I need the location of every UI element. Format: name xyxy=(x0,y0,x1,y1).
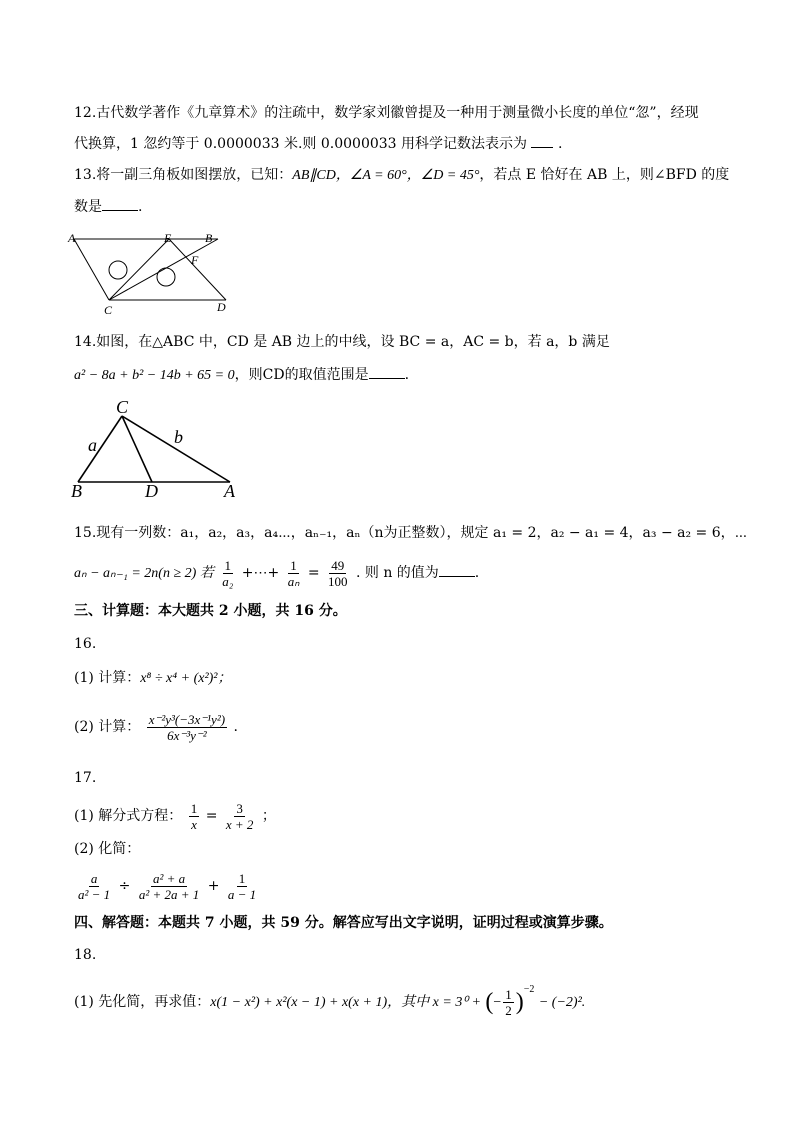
q14-line2 xyxy=(74,364,409,386)
q18-number: 18. xyxy=(74,947,97,963)
q13-mid: ，若点 E 恰好在 AB 上，则∠BFD 的度 xyxy=(479,167,730,183)
frac-den: a₂ xyxy=(222,573,234,589)
answer-blank xyxy=(102,196,138,211)
q14-figure xyxy=(66,393,246,501)
frac-num: 1 xyxy=(238,870,246,886)
q17-p2-frac1 xyxy=(76,871,112,902)
q18-half-fraction xyxy=(503,987,514,1018)
q12-line1: 12.古代数学著作《九章算术》的注疏中，数学家刘徽曾提及一种用于测量微小长度的单位“忽”，经现 xyxy=(74,105,699,121)
frac-den: x xyxy=(191,816,197,832)
section-3-heading: 三、计算题：本大题共 2 小题，共 16 分。 xyxy=(74,603,347,619)
q17-p2-frac2 xyxy=(137,871,201,902)
label-B: B xyxy=(205,231,213,245)
frac-num: 1 xyxy=(505,986,512,1002)
label-C: C xyxy=(116,397,129,417)
q12-line2 xyxy=(74,133,562,154)
frac-den: 6x⁻³y⁻² xyxy=(167,727,207,743)
q17-part2-expr xyxy=(74,868,260,904)
frac-num: 1 xyxy=(290,557,297,573)
q18-part1 xyxy=(74,982,585,1023)
q16-number: 16. xyxy=(74,636,97,652)
frac-den: 100 xyxy=(328,573,348,589)
q13-figure xyxy=(66,228,242,316)
q16-p1-expr: x⁸ ÷ x⁴ + (x²)²； xyxy=(140,671,232,686)
q12-line2-text: 代换算，1 忽约等于 0.0000033 米.则 0.0000033 用科学记数法表示为 xyxy=(74,136,528,152)
q15-frac1 xyxy=(220,558,235,589)
paren-close: ) xyxy=(515,989,524,1015)
q13-prefix: 13.将一副三角板如图摆放，已知： xyxy=(74,167,293,183)
q15-frac3 xyxy=(326,558,350,589)
q16-p2-fraction xyxy=(147,712,227,743)
frac-den: a − 1 xyxy=(227,886,257,902)
q17-p1-label: (1) 解分式方程： xyxy=(74,808,183,824)
frac-den: 2 xyxy=(505,1002,512,1018)
q18-p1-label: (1) 先化简，再求值： xyxy=(74,994,211,1010)
frac-num: 1 xyxy=(224,557,232,573)
q14-line2-end: . xyxy=(404,367,410,383)
q17-p2-frac3 xyxy=(226,871,258,902)
q15-end: . 则 n 的值为 xyxy=(355,565,439,581)
answer-blank xyxy=(439,562,475,577)
q17-p1-eq: = xyxy=(205,808,218,824)
label-B: B xyxy=(71,481,82,501)
minus-sign: − xyxy=(493,995,502,1010)
q15-recurrence: aₙ − aₙ₋₁ = 2n(n ≥ 2) 若 xyxy=(74,566,214,581)
q17-p2-op2: + xyxy=(207,878,220,894)
q16-p1-label: (1) 计算： xyxy=(74,670,141,686)
answer-blank xyxy=(531,133,553,148)
q17-p1-right-frac xyxy=(224,801,256,832)
q17-part2-label: (2) 化简： xyxy=(74,841,141,857)
frac-num: x⁻²y³(−3x⁻¹y²) xyxy=(148,711,226,727)
q15-frac2 xyxy=(286,558,302,589)
q14-line2-mid: ，则CD的取值范围是 xyxy=(234,367,369,383)
q17-p1-left-frac xyxy=(189,801,200,832)
q15-line2 xyxy=(74,556,479,591)
q16-p2-label: (2) 计算： xyxy=(74,719,141,735)
q13-line2-text: 数是 xyxy=(74,199,102,215)
label-D: D xyxy=(217,300,226,314)
q13-line1 xyxy=(74,165,729,186)
paren-open: ( xyxy=(485,989,494,1015)
answer-blank xyxy=(369,364,405,379)
q13-line2 xyxy=(74,196,142,217)
label-E: E xyxy=(164,231,172,245)
q18-p1-tail: − (−2)². xyxy=(538,995,586,1010)
q16-part1 xyxy=(74,668,232,689)
q17-p1-end: ； xyxy=(261,808,276,824)
frac-num: a² + a xyxy=(152,870,186,886)
label-a: a xyxy=(88,435,97,455)
q14-equation: a² − 8a + b² − 14b + 65 = 0 xyxy=(74,368,235,383)
section-4-heading: 四、解答题：本题共 7 小题，共 59 分。解答应写出文字说明，证明过程或演算步骤。 xyxy=(74,915,613,931)
frac-den: x + 2 xyxy=(225,816,254,832)
q15-tail: . xyxy=(474,565,480,581)
q18-p1-expr: x(1 − x²) + x²(x − 1) + x(x + 1)，其中 x = 3⁰ + xyxy=(210,995,481,1010)
frac-num: 3 xyxy=(236,800,243,816)
q13-line2-end: . xyxy=(138,199,143,215)
frac-den: a² − 1 xyxy=(78,886,111,902)
label-A: A xyxy=(68,231,76,245)
q12-line2-end: . xyxy=(557,136,563,152)
q14-line1: 14.如图，在△ABC 中，CD 是 AB 边上的中线，设 BC = a，AC = b，若 a，b 满足 xyxy=(74,334,610,350)
q17-number: 17. xyxy=(74,770,97,786)
q15-mid: +⋯+ xyxy=(241,565,280,581)
label-A: A xyxy=(224,481,235,501)
q16-part2 xyxy=(74,708,238,746)
q15-eq: = xyxy=(307,565,320,581)
frac-num: 1 xyxy=(190,800,198,816)
frac-num: a xyxy=(90,870,98,886)
label-b: b xyxy=(174,427,183,447)
frac-num: 49 xyxy=(331,557,345,573)
q17-p2-op1: ÷ xyxy=(118,878,131,894)
label-C: C xyxy=(104,303,113,316)
frac-den: a² + 2a + 1 xyxy=(138,886,200,902)
frac-den: aₙ xyxy=(287,573,300,589)
q15-line1: 15.现有一列数：a₁，a₂，a₃，a₄⋯，aₙ₋₁，aₙ（n为正整数），规定 a₁ = 2，a₂ − a₁ = 4，a₃ − a₂ = 6，⋯ xyxy=(74,525,748,541)
q18-exponent: −2 xyxy=(523,984,535,995)
q13-condition: AB∥CD，∠A = 60°，∠D = 45° xyxy=(292,168,480,183)
q17-part1 xyxy=(74,798,276,834)
label-D: D xyxy=(145,481,158,501)
q16-p2-end: . xyxy=(233,719,238,735)
label-F: F xyxy=(191,253,199,267)
